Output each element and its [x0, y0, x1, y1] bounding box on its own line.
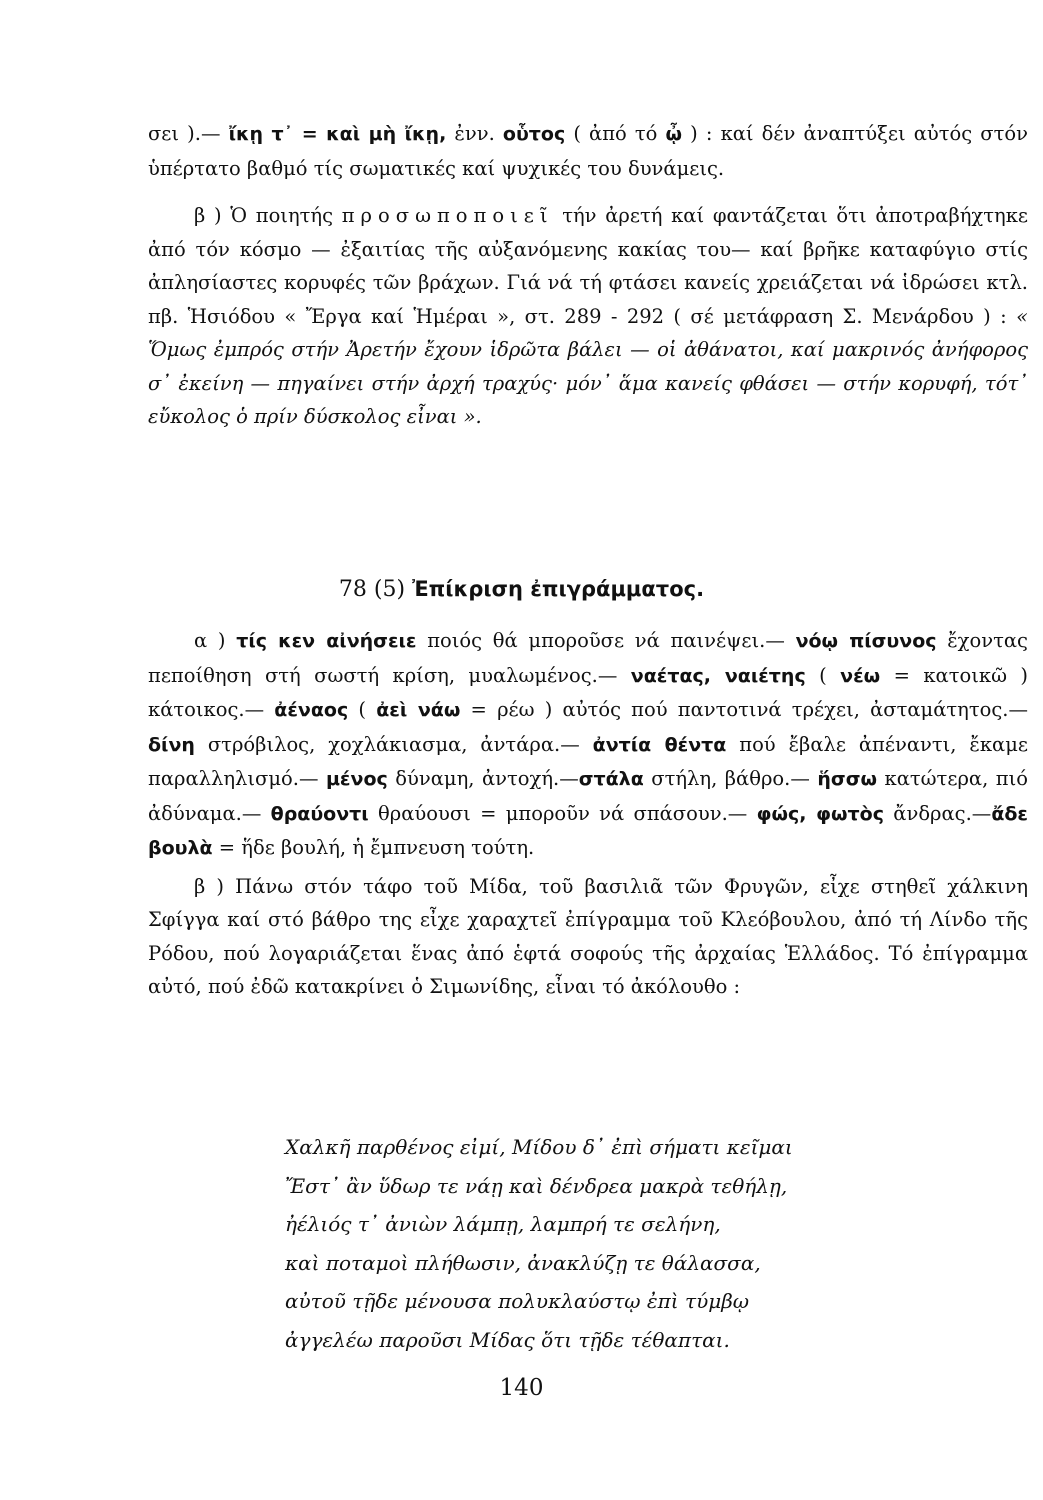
lemma-bold: δίνη: [148, 733, 195, 756]
lemma-bold: ἄδε βουλὰ: [148, 802, 1028, 859]
text-run: στρόβιλος, χοχλάκιασμα, ἀντάρα.—: [194, 732, 593, 756]
text-run: ) : καί δέν ἀναπτύξει αὐτός στόν ὑπέρτατο βαθμό τίς σωματικές καί ψυχικές του δυνάμεις.: [148, 122, 1029, 180]
page-number: 140: [499, 1375, 544, 1401]
text-run: α ): [194, 629, 237, 652]
text-run: πού ἔβαλε ἀπέναντι, ἔκαμε παραλληλισμό.—: [148, 732, 1028, 790]
text-run: β ) Ὁ ποιητής: [194, 204, 342, 227]
text-run: = ρέω ) αὐτός πού παντοτινά τρέχει, ἀσταμάτητος.—: [460, 698, 1028, 721]
lemma-bold: νόῳ πίσυνος: [795, 630, 937, 652]
poem-line: αὐτοῦ τῇδε μένουσα πολυκλαύστῳ ἐπὶ τύμβῳ: [285, 1289, 750, 1313]
commentary-continuation: [148, 117, 1028, 434]
text-run: δύναμη, ἀντοχή.—: [387, 767, 579, 790]
text-run: ἔχοντας πεποίθηση στή σωστή κρίση, μυαλωμένος.—: [148, 629, 1028, 687]
text-run: (: [348, 698, 377, 721]
lemma-bold: μένος: [325, 768, 388, 790]
text-run: κατώτερα, πιό ἀδύναμα.—: [148, 767, 1028, 825]
section-heading: [0, 574, 1043, 605]
text-run: ἄνδρας.—: [883, 801, 992, 825]
text-run: = ἥδε βουλή, ἡ ἔμπνευση τούτη.: [212, 836, 535, 859]
poem-line: ἀγγελέω παροῦσι Μίδας ὅτι τῇδε τέθαπται.: [285, 1327, 730, 1352]
spaced-emphasis: προσωποποιεῖ: [341, 204, 554, 227]
section-78-body: [148, 624, 1028, 1004]
lemma-bold: ἥσσω: [817, 768, 878, 790]
lemma-bold: ἀντία θέντα: [592, 733, 727, 756]
lemma-bold: ἀέναος: [274, 699, 349, 721]
lemma-bold: ἴκῃ τ᾽ = καὶ μὴ ἴκῃ,: [228, 123, 447, 145]
poem-line: καὶ ποταμοὶ πλήθωσιν, ἀνακλύζῃ τε θάλασσα,: [285, 1250, 761, 1275]
lemma-bold: ἀεὶ νάω: [376, 699, 461, 721]
lemma-bold: φώς, φωτὸς: [756, 802, 884, 825]
lemma-bold: τίς κεν αἰνήσειε: [236, 630, 417, 652]
paragraph-3: [148, 624, 1028, 866]
text-run: τήν ἀρετή καί φαντάζεται ὅτι ἀποτραβήχτηκε ἀπό τόν κόσμο — ἐξαιτίας τῆς αὐξανόμενης κακίας του— καί βρῆκε καταφύγιο στίς ἀπλησίαστες κορυφές τῶν βράχων. Γιά νά τή φτάσει κανείς χρειάζεται νά ἱδρώσει κτλ. πβ. Ἡσιόδου « Ἔργα καί Ἡμέραι », στ. 289 - 292 ( σέ μετάφραση Σ. Μενάρδου ) :: [148, 204, 1028, 328]
section-number: 78 (5): [338, 577, 406, 602]
epigram-poem: [285, 1128, 905, 1359]
text-run: στήλη, βάθρο.—: [643, 767, 818, 790]
text-run: σει ).—: [148, 122, 229, 145]
text-run: θραύουσι = μποροῦν νά σπάσουν.—: [368, 801, 757, 825]
poem-line: ἠέλιός τ᾽ ἀνιὼν λάμπῃ, λαμπρή τε σελήνη,: [285, 1212, 721, 1236]
poem-line: Ἔστ᾽ ἂν ὕδωρ τε νάῃ καὶ δένδρεα μακρὰ τεθήλῃ,: [285, 1173, 788, 1198]
lemma-bold: οὗτος: [502, 123, 566, 145]
lemma-bold: νέω: [840, 664, 881, 687]
text-run: = κατοικῶ ) κάτοικος.—: [148, 663, 1028, 721]
text-run: ποιός θά μποροῦσε νά παινέψει.—: [416, 629, 796, 652]
text-run: ( ἀπό τό: [565, 122, 666, 145]
text-run: (: [805, 663, 841, 687]
lemma-bold: στάλα: [578, 768, 644, 790]
section-title: Ἐπίκριση ἐπιγράμματος.: [412, 577, 705, 601]
poem-line: Χαλκῆ παρθένος εἰμί, Μίδου δ᾽ ἐπὶ σήματι κεῖμαι: [285, 1135, 793, 1159]
lemma-bold: θραύοντι: [270, 802, 369, 825]
paragraph-4: β ) Πάνω στόν τάφο τοῦ Μίδα, τοῦ βασιλιᾶ τῶν Φρυγῶν, εἶχε στηθεῖ χάλκινη Σφίγγα καί στό βάθρο της εἶχε χαραχτεῖ ἐπίγραμμα τοῦ Κλεόβουλου, ἀπό τή Λίνδο τῆς Ρόδου, πού λογαριάζεται ἕνας ἀπό ἑφτά σοφούς τῆς ἀρχαίας Ἑλλάδος. Τό ἐπίγραμμα αὐτό, πού ἐδῶ κατακρίνει ὁ Σιμωνίδης, εἶναι τό ἀκόλουθο :: [148, 874, 1028, 998]
paragraph-1: [148, 117, 1028, 185]
lemma-bold: ᾦ: [665, 123, 683, 145]
lemma-bold: ναέτας, ναιέτης: [630, 664, 806, 687]
text-run: ἐνν.: [446, 122, 503, 145]
hesiod-quote: « Ὅμως ἐμπρός στήν Ἀρετήν ἔχουν ἱδρῶτα βάλει — οἱ ἀθάνατοι, καί μακρινός ἀνήφορος σ᾽ ἐκείνη — πηγαίνει στήν ἀρχή τραχύς· μόν᾽ ἅμα κανείς φθάσει — στήν κορυφή, τότ᾽ εὔκολος ὁ πρίν δύσκολος εἶναι ».: [148, 304, 1028, 428]
paragraph-2: [148, 199, 1028, 434]
